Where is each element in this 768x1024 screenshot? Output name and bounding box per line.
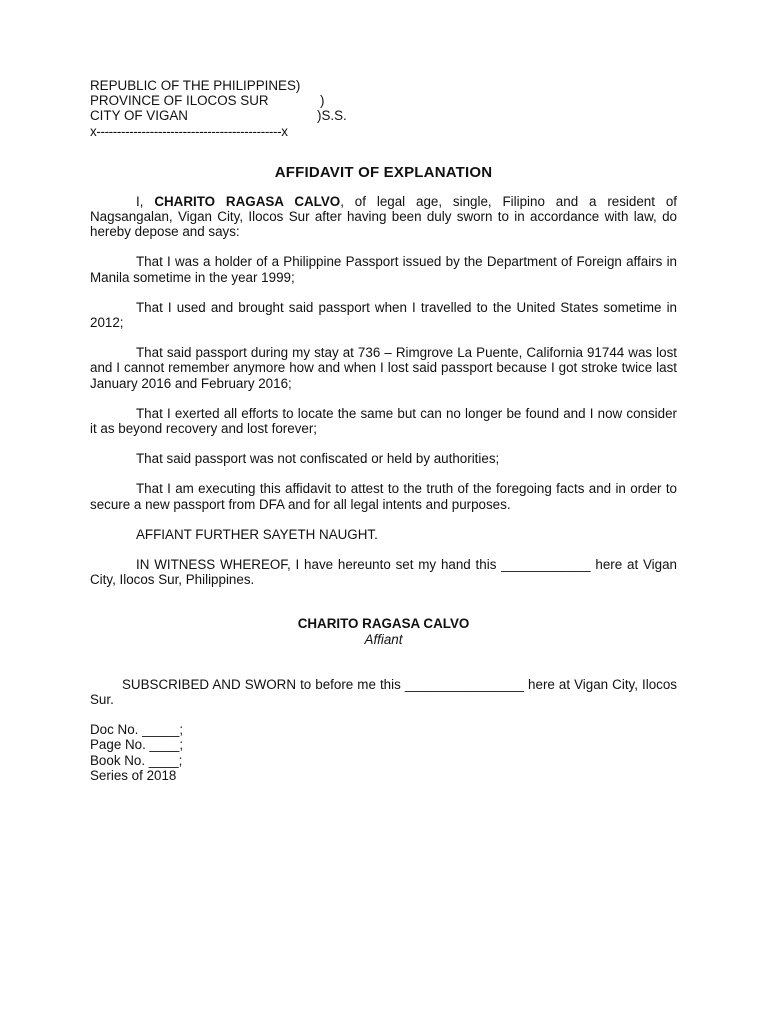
- paragraph-passport-holder: That I was a holder of a Philippine Passport issued by the Department of Foreign affairs in Manila sometime in the year 1999;: [90, 254, 677, 285]
- venue-republic-bracket: ): [295, 78, 301, 93]
- paragraph-lost: That said passport during my stay at 736 – Rimgrove La Puente, California 91744 was lost and I cannot remember anymore how and when I lost said passport because I got stroke twice last January 2016 and February 2016;: [90, 345, 677, 391]
- signature-name: CHARITO RAGASA CALVO: [297, 616, 470, 632]
- intro-paragraph: [90, 194, 677, 240]
- notary-doc-no: Doc No. _____;: [90, 722, 184, 738]
- venue-province-label: PROVINCE OF ILOCOS SUR: [90, 93, 269, 109]
- venue-line-republic: [90, 78, 677, 93]
- jurat-paragraph: SUBSCRIBED AND SWORN to before me this ________________ here at Vigan City, Ilocos Sur.: [90, 676, 677, 708]
- notary-page-no: Page No. ____;: [90, 737, 184, 753]
- venue-block: [90, 78, 677, 139]
- venue-city-label: CITY OF VIGAN: [90, 108, 188, 124]
- venue-separator: x---------------------------------------------x: [90, 123, 288, 139]
- venue-city-ss: )S.S.: [317, 108, 347, 124]
- paragraph-efforts: That I exerted all efforts to locate the same but can no longer be found and I now consider it as beyond recovery and lost forever;: [90, 405, 677, 437]
- affiant-name-inline: CHARITO RAGASA CALVO: [154, 193, 341, 209]
- paragraph-purpose: That I am executing this affidavit to attest to the truth of the foregoing facts and in order to secure a new passport from DFA and for all legal intents and purposes.: [90, 481, 677, 512]
- document-title: AFFIDAVIT OF EXPLANATION: [274, 163, 493, 181]
- venue-line-city: [90, 108, 677, 123]
- paragraph-not-confiscated: That said passport was not confiscated or held by authorities;: [136, 451, 500, 467]
- venue-line-province: [90, 93, 677, 108]
- signature-block: [90, 616, 677, 646]
- signature-role: Affiant: [364, 631, 403, 647]
- affidavit-page: [90, 78, 677, 783]
- notary-series: Series of 2018: [90, 767, 177, 783]
- intro-prefix: I,: [136, 193, 155, 209]
- notary-block: [90, 722, 677, 783]
- intro-suffix: , of legal age, single, Filipino and a resident of Nagsangalan, Vigan City, Ilocos Sur after having been duly sworn to in accordance with law, do hereby depose and says:: [90, 193, 677, 240]
- notary-book-no: Book No. ____;: [90, 752, 183, 768]
- paragraph-travel: That I used and brought said passport when I travelled to the United States sometime in 2012;: [90, 299, 677, 331]
- venue-republic-label: REPUBLIC OF THE PHILIPPINES: [90, 78, 296, 93]
- venue-province-bracket: ): [320, 93, 325, 109]
- paragraph-witness: IN WITNESS WHEREOF, I have hereunto set my hand this ____________ here at Vigan City, Ilocos Sur, Philippines.: [90, 557, 677, 588]
- paragraph-naught: AFFIANT FURTHER SAYETH NAUGHT.: [136, 526, 378, 542]
